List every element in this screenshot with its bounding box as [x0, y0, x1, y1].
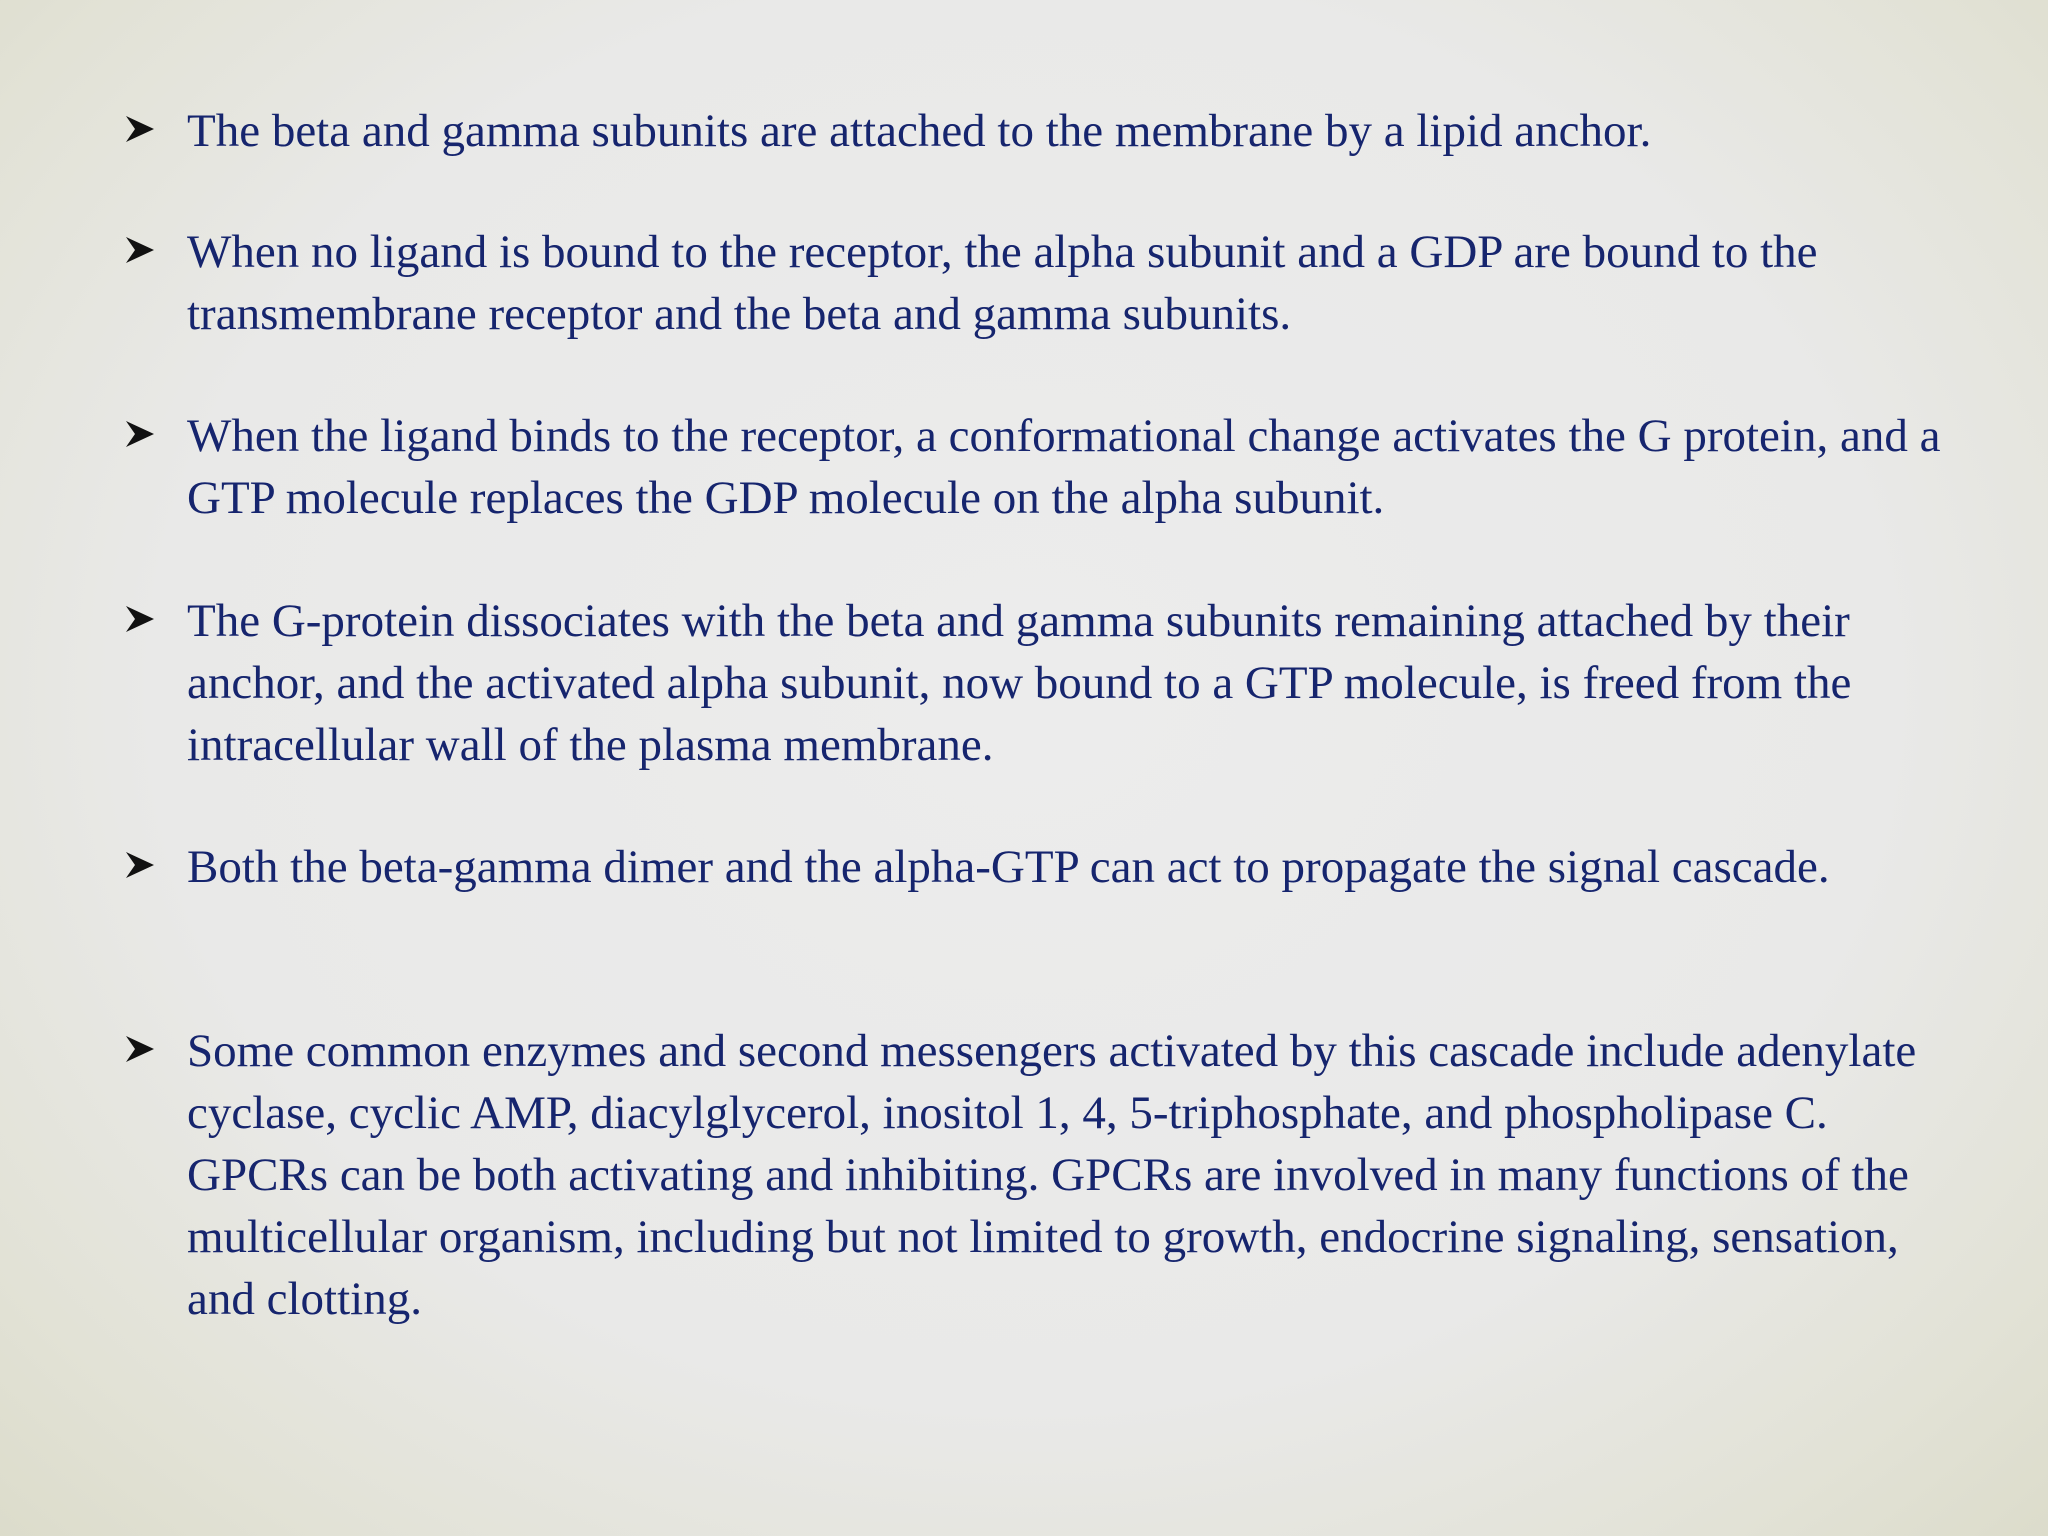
bullet-item [125, 590, 1945, 776]
arrowhead-bullet-icon [125, 100, 187, 158]
bullet-text: Some common enzymes and second messengers activated by this cascade include adenylate cyclase, cyclic AMP, diacylglycerol, inositol 1, 4, 5-triphosphate, and phospholipase C. GPCRs can be both activating and inhibiting. GPCRs are involved in many functions of the multicellular organism, including but not limited to growth, endocrine signaling, sensation, and clotting. [187, 1025, 1917, 1325]
bullet-item [125, 836, 1945, 898]
arrowhead-bullet-icon [125, 836, 187, 894]
bullet-item [125, 405, 1945, 529]
bullet-text: When no ligand is bound to the receptor, the alpha subunit and a GDP are bound to the transmembrane receptor and the beta and gamma subunits. [187, 226, 1818, 340]
arrowhead-bullet-icon [125, 590, 187, 648]
bullet-text: Both the beta-gamma dimer and the alpha-GTP can act to propagate the signal cascade. [187, 841, 1830, 893]
bullet-text: The beta and gamma subunits are attached to the membrane by a lipid anchor. [187, 105, 1652, 157]
bullet-item [125, 221, 1945, 345]
bullet-item [125, 1020, 1945, 1330]
bullet-item [125, 100, 1945, 162]
arrowhead-bullet-icon [125, 221, 187, 279]
arrowhead-bullet-icon [125, 1020, 187, 1078]
bullet-text: The G-protein dissociates with the beta and gamma subunits remaining attached by their anchor, and the activated alpha subunit, now bound to a GTP molecule, is freed from the intracellular wall of the plasma membrane. [187, 595, 1852, 771]
bullet-text: When the ligand binds to the receptor, a conformational change activates the G protein, and a GTP molecule replaces the GDP molecule on the alpha subunit. [187, 410, 1941, 524]
arrowhead-bullet-icon [125, 405, 187, 463]
